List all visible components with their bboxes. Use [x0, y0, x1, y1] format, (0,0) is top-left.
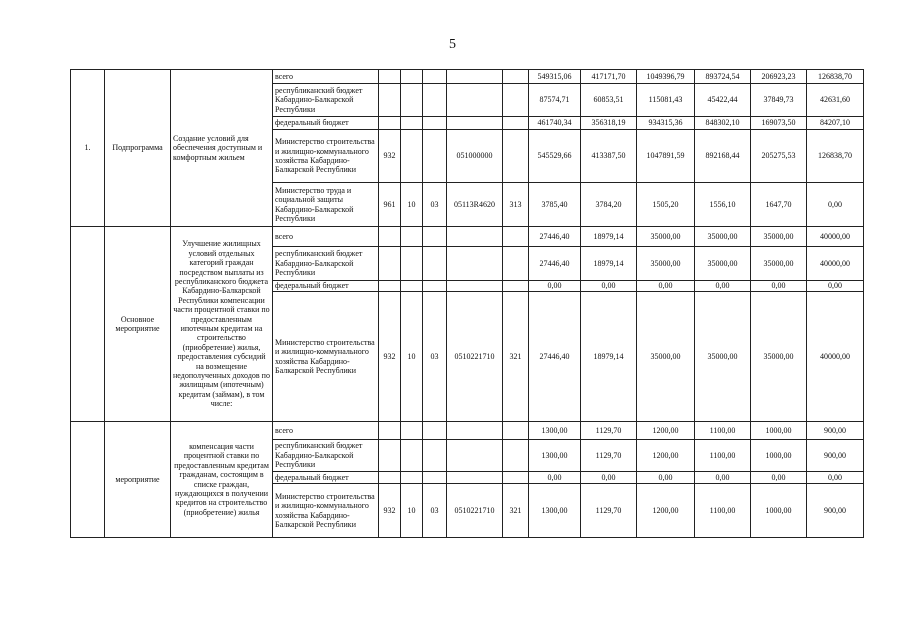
grbs-code [379, 472, 401, 484]
grbs-code [379, 227, 401, 247]
value-cell: 545529,66 [529, 130, 581, 183]
value-cell: 1200,00 [637, 440, 695, 472]
value-cell: 0,00 [581, 472, 637, 484]
value-cell: 1556,10 [695, 183, 751, 227]
value-cell: 115081,43 [637, 84, 695, 117]
funding-source: федеральный бюджет [273, 281, 379, 292]
value-cell: 18979,14 [581, 227, 637, 247]
row-description: Улучшение жилищных условий отдельных категорий граждан посредством выплаты из республиканского бюджета Кабардино-Балкарской Республики компенсации части процентной ставки по предоставленным ипотечным кредитам на строительство (приобретение) жилья, предоставления субсидий на возмещение недополученных доходов по жилищным (ипотечным) кредитам (займам), в том числе: [171, 227, 273, 422]
value-cell: 1300,00 [529, 422, 581, 440]
pr-code [423, 84, 447, 117]
value-cell: 35000,00 [751, 227, 807, 247]
value-cell: 40000,00 [807, 292, 864, 422]
value-cell: 40000,00 [807, 227, 864, 247]
value-cell: 461740,34 [529, 117, 581, 130]
pr-code [423, 281, 447, 292]
pr-code [423, 70, 447, 84]
row-number [71, 227, 105, 422]
value-cell: 0,00 [751, 472, 807, 484]
value-cell: 900,00 [807, 484, 864, 538]
pr-code [423, 117, 447, 130]
csr-code: 0510221710 [447, 484, 503, 538]
value-cell: 1047891,59 [637, 130, 695, 183]
vr-code [503, 84, 529, 117]
value-cell: 1129,70 [581, 422, 637, 440]
vr-code [503, 440, 529, 472]
value-cell: 0,00 [751, 281, 807, 292]
vr-code [503, 227, 529, 247]
table-row [71, 70, 864, 84]
funding-source: Министерство строительства и жилищно-коммунального хозяйства Кабардино-Балкарской Республики [273, 484, 379, 538]
value-cell: 1000,00 [751, 440, 807, 472]
pr-code [423, 440, 447, 472]
grbs-code [379, 440, 401, 472]
value-cell: 3784,20 [581, 183, 637, 227]
grbs-code [379, 84, 401, 117]
value-cell: 1200,00 [637, 484, 695, 538]
funding-source: федеральный бюджет [273, 117, 379, 130]
value-cell: 1300,00 [529, 484, 581, 538]
value-cell: 0,00 [695, 472, 751, 484]
funding-source: Министерство строительства и жилищно-коммунального хозяйства Кабардино-Балкарской Республики [273, 292, 379, 422]
grbs-code: 961 [379, 183, 401, 227]
pr-code [423, 472, 447, 484]
grbs-code: 932 [379, 484, 401, 538]
value-cell: 1000,00 [751, 422, 807, 440]
value-cell: 1505,20 [637, 183, 695, 227]
csr-code: 051000000 [447, 130, 503, 183]
vr-code [503, 130, 529, 183]
value-cell: 549315,06 [529, 70, 581, 84]
csr-code [447, 227, 503, 247]
row-type: мероприятие [105, 422, 171, 538]
funding-source: республиканский бюджет Кабардино-Балкарской Республики [273, 84, 379, 117]
csr-code [447, 117, 503, 130]
funding-source: всего [273, 70, 379, 84]
value-cell: 126838,70 [807, 130, 864, 183]
vr-code [503, 281, 529, 292]
value-cell: 892168,44 [695, 130, 751, 183]
value-cell: 1100,00 [695, 422, 751, 440]
value-cell: 35000,00 [751, 292, 807, 422]
value-cell: 42631,60 [807, 84, 864, 117]
value-cell: 18979,14 [581, 292, 637, 422]
value-cell: 1647,70 [751, 183, 807, 227]
value-cell: 413387,50 [581, 130, 637, 183]
grbs-code: 932 [379, 292, 401, 422]
value-cell: 934315,36 [637, 117, 695, 130]
pr-code [423, 247, 447, 281]
funding-source: всего [273, 227, 379, 247]
csr-code [447, 247, 503, 281]
csr-code [447, 70, 503, 84]
value-cell: 18979,14 [581, 247, 637, 281]
vr-code [503, 70, 529, 84]
value-cell: 35000,00 [637, 292, 695, 422]
budget-table [70, 69, 864, 538]
pr-code [423, 422, 447, 440]
rz-code [401, 247, 423, 281]
value-cell: 37849,73 [751, 84, 807, 117]
value-cell: 1300,00 [529, 440, 581, 472]
value-cell: 0,00 [695, 281, 751, 292]
value-cell: 60853,51 [581, 84, 637, 117]
grbs-code [379, 117, 401, 130]
value-cell: 27446,40 [529, 227, 581, 247]
value-cell: 0,00 [807, 281, 864, 292]
pr-code [423, 227, 447, 247]
value-cell: 900,00 [807, 422, 864, 440]
value-cell: 87574,71 [529, 84, 581, 117]
rz-code [401, 281, 423, 292]
grbs-code: 932 [379, 130, 401, 183]
pr-code: 03 [423, 292, 447, 422]
value-cell: 35000,00 [751, 247, 807, 281]
vr-code [503, 117, 529, 130]
value-cell: 206923,23 [751, 70, 807, 84]
value-cell: 0,00 [529, 281, 581, 292]
value-cell: 35000,00 [637, 247, 695, 281]
value-cell: 35000,00 [695, 227, 751, 247]
vr-code [503, 247, 529, 281]
csr-code [447, 440, 503, 472]
value-cell: 35000,00 [695, 292, 751, 422]
rz-code [401, 84, 423, 117]
value-cell: 1129,70 [581, 440, 637, 472]
grbs-code [379, 422, 401, 440]
rz-code [401, 472, 423, 484]
rz-code [401, 117, 423, 130]
row-description: компенсация части процентной ставки по предоставленным кредитам гражданам, состоящим в списке граждан, нуждающихся в получении кредитов на строительство (приобретение) жилья [171, 422, 273, 538]
value-cell: 35000,00 [695, 247, 751, 281]
table-row [71, 422, 864, 440]
value-cell: 417171,70 [581, 70, 637, 84]
pr-code: 03 [423, 484, 447, 538]
value-cell: 1049396,79 [637, 70, 695, 84]
row-number [71, 422, 105, 538]
vr-code: 321 [503, 484, 529, 538]
table-row [71, 227, 864, 247]
row-description: Создание условий для обеспечения доступным и комфортным жильем [171, 70, 273, 227]
value-cell: 848302,10 [695, 117, 751, 130]
rz-code: 10 [401, 292, 423, 422]
value-cell: 1100,00 [695, 484, 751, 538]
grbs-code [379, 247, 401, 281]
value-cell: 1100,00 [695, 440, 751, 472]
rz-code [401, 422, 423, 440]
rz-code: 10 [401, 183, 423, 227]
csr-code [447, 281, 503, 292]
value-cell: 0,00 [807, 183, 864, 227]
grbs-code [379, 281, 401, 292]
value-cell: 0,00 [807, 472, 864, 484]
value-cell: 356318,19 [581, 117, 637, 130]
rz-code [401, 440, 423, 472]
value-cell: 3785,40 [529, 183, 581, 227]
rz-code: 10 [401, 484, 423, 538]
funding-source: федеральный бюджет [273, 472, 379, 484]
row-type: Основное мероприятие [105, 227, 171, 422]
csr-code [447, 472, 503, 484]
vr-code [503, 422, 529, 440]
csr-code [447, 422, 503, 440]
funding-source: республиканский бюджет Кабардино-Балкарской Республики [273, 440, 379, 472]
value-cell: 0,00 [637, 281, 695, 292]
funding-source: республиканский бюджет Кабардино-Балкарской Республики [273, 247, 379, 281]
pr-code: 03 [423, 183, 447, 227]
value-cell: 900,00 [807, 440, 864, 472]
pr-code [423, 130, 447, 183]
value-cell: 0,00 [529, 472, 581, 484]
funding-source: всего [273, 422, 379, 440]
csr-code: 05113R4620 [447, 183, 503, 227]
vr-code [503, 472, 529, 484]
value-cell: 0,00 [581, 281, 637, 292]
value-cell: 40000,00 [807, 247, 864, 281]
value-cell: 126838,70 [807, 70, 864, 84]
value-cell: 35000,00 [637, 227, 695, 247]
csr-code [447, 84, 503, 117]
value-cell: 45422,44 [695, 84, 751, 117]
rz-code [401, 130, 423, 183]
row-number: 1. [71, 70, 105, 227]
rz-code [401, 70, 423, 84]
funding-source: Министерство труда и социальной защиты Кабардино-Балкарской Республики [273, 183, 379, 227]
row-type: Подпрограмма [105, 70, 171, 227]
vr-code: 321 [503, 292, 529, 422]
value-cell: 1000,00 [751, 484, 807, 538]
value-cell: 1129,70 [581, 484, 637, 538]
csr-code: 0510221710 [447, 292, 503, 422]
value-cell: 169073,50 [751, 117, 807, 130]
value-cell: 893724,54 [695, 70, 751, 84]
page-number: 5 [449, 37, 456, 52]
value-cell: 1200,00 [637, 422, 695, 440]
value-cell: 27446,40 [529, 247, 581, 281]
rz-code [401, 227, 423, 247]
value-cell: 27446,40 [529, 292, 581, 422]
vr-code: 313 [503, 183, 529, 227]
value-cell: 205275,53 [751, 130, 807, 183]
value-cell: 0,00 [637, 472, 695, 484]
grbs-code [379, 70, 401, 84]
value-cell: 84207,10 [807, 117, 864, 130]
funding-source: Министерство строительства и жилищно-коммунального хозяйства Кабардино-Балкарской Республики [273, 130, 379, 183]
